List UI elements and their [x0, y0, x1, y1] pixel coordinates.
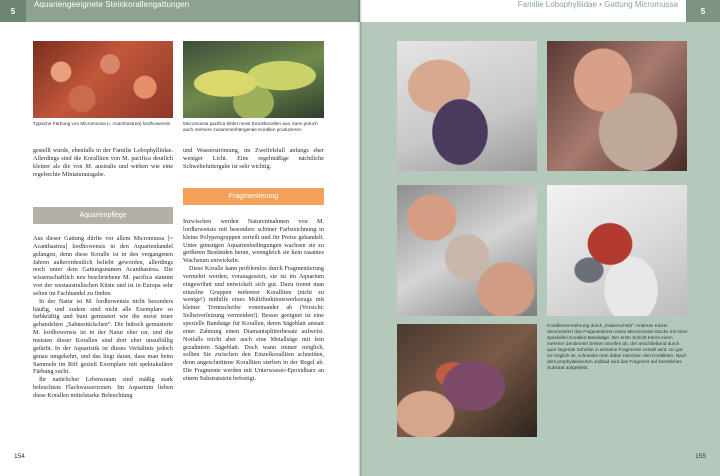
fragmentation-photo-3: [397, 185, 537, 316]
text-column-right: [183, 218, 324, 383]
section-heading-aquarienpflege: Aquarienpflege: [33, 207, 173, 224]
running-head-family: Familie Lobophylliidae: [517, 0, 597, 9]
running-head-left: Aquariengeeignete Steinkorallengattungen: [34, 0, 190, 9]
text-column-left-intro: [33, 147, 173, 178]
right-header-bar: [360, 0, 720, 22]
fragmentation-photo-4: [547, 185, 687, 316]
paragraph: Ihr natürlicher Lebensraum sind mäßig stark beleuchtete Flachwasserzonen. Im Aquarium lieben diese Korallen mittelstarke Beleuchtung: [33, 376, 173, 399]
page-number-left: 154: [14, 453, 25, 460]
fragmentation-photo-1: [397, 41, 537, 171]
paragraph: In der Natur ist M. lordhowensis nicht besonders häufig, und zudem sind nicht alle Exemplare so farbkräftig und bunt gemustert wie die meist teuer gehandelten „Sahnestückchen“. Die hübsch gemusterte M. lordhowensis ist in der Natur eher rar, und die meisten dieser Korallen sind dort eher unauffällig gefärbt. In der Aquaristik ist dieses Verhältnis jedoch genau umgekehrt, und das liegt daran, dass man beim Sammeln im Riff gezielt Exemplare mit spektakulärer Färbung sucht.: [33, 297, 173, 376]
text-column-left: [33, 235, 173, 400]
paragraph: Diese Koralle kann problemlos durch Fragmentierung vermehrt werden, vorausgesetzt, sie ist im Aquarium eingewöhnt und entwickelt sich gut. Dazu trennt man einzelne Gruppen mehrerer Koralliten (nicht zu wenige!) mithilfe eines Multifunktionswerkzeugs mit kleiner Trennscheibe voneinander ab (Vorsicht: Selbstverletzung vermeiden!). Besser geeignet ist eine spezielle Bandsäge für Korallen, deren Sägeblatt anstatt einer Zahnung einen Diamantsplitterbesatz aufweist. Notfalls reicht aber auch eine Metallsäge mit fein gezahntem Sägeblatt. Doch wann immer möglich, sollten Sie zwischen den Einzelkoralliten schneiden, denn angeschnittene Koralliten sterben in der Regel ab. Die Fragmente werden mit Unterwasser-Epoxidharz an einem Substratstein befestigt.: [183, 265, 324, 382]
photo-caption-2: Micromussa pacifica bildet meist Einzelkorallen aus, kann jedoch auch mehrere zusammenhängende Korallen produzieren: [183, 121, 318, 132]
chapter-number-right: 5: [686, 0, 720, 22]
running-head-right: [518, 0, 678, 22]
fragmentation-photo-5: [397, 324, 537, 437]
fragmentation-photo-2: [547, 41, 687, 171]
chapter-number-left: 5: [0, 0, 26, 22]
section-heading-fragmentierung: Fragmentierung: [183, 188, 324, 205]
paragraph: Inzwischen werden Naturentnahmen von M. lordhowensis mit besonders schöner Farbzeichnung in kleine Polypengruppen zerteilt und für Preise gehandelt. Unter günstigen Aquarienbedingungen wachsen sie zu größeren Beständen heran, wenngleich sie kein rasantes Wachstum entwickeln.: [183, 218, 324, 265]
book-spine: [358, 0, 362, 476]
page-number-right: 155: [695, 453, 706, 460]
coral-photo-pacifica: [183, 41, 324, 118]
text-column-right-intro: [183, 147, 324, 171]
running-head-genus: • Gattung Micromussa: [596, 0, 678, 9]
photo-caption-1: Typische Färbung von Micromussa (= Acanthastrea) lordhowensis: [33, 121, 171, 126]
paragraph: und Wasserströmung, im Zweifelsfall anfangs eher weniger Licht. Eine regelmäßige nächtliche Schwebefuttergabe ist sehr wichtig.: [183, 147, 324, 170]
paragraph: gestellt wurde, ebenfalls in der Familie Lobophylliidae. Allerdings sind die Koralliten von M. pacifica deutlich kleiner als die von M. australis und wirken wie eine regelrechte Miniaturausgabe.: [33, 147, 173, 178]
coral-photo-lordhowensis: [33, 41, 173, 118]
left-header-bar: [0, 0, 360, 22]
photo-caption-fragmentation: Korallenvermehrung durch „Kaiserschnitt“: Andreas Kaiser demonstriert das Fragmentieren eines Micromussa-Stocks mit einer speziellen Korallen-Bandsäge: Der erste Schnitt trennt einen mehrere Zentimeter breiten Streifen ab, der anschließend durch quer liegende Schnitte in einzelne Fragmente zerteilt wird. So gut es möglich ist, schneidet man dabei zwischen den Korallitten. Nach dem prophylaktischen Jodbad wird das Fragment auf künstliches Substrat aufgeklebt.: [547, 323, 688, 370]
paragraph: Aus dieser Gattung dürfte vor allem Micromussa [= Acanthastrea] lordhowensis in den Aquarienhandel gelangen, denn diese Koralle ist in den vergangenen Jahren außerordentlich beliebt geworden, allerdings noch unter dem Gattungsnamen Acanthastrea. Die wissenschaftlich neu beschriebene M. pacifica stammt von der westaustralischen Küste und ist in Europa sehr selten im Fachhandel zu finden.: [33, 235, 173, 297]
